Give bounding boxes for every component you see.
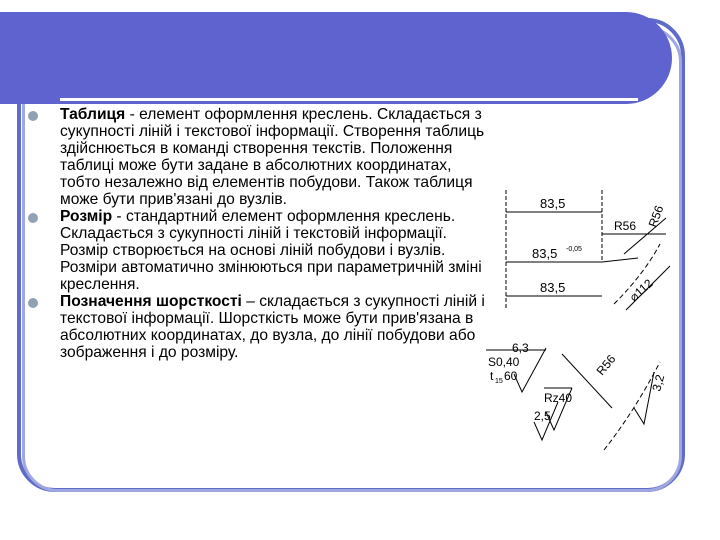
bullet-dot-icon <box>28 213 38 223</box>
dimension-figure <box>484 184 672 314</box>
dim-b-tolerance: -0,05 <box>566 246 582 253</box>
roughness-radius: R56 <box>593 352 619 378</box>
dim-b: 83,5 <box>532 246 558 261</box>
roughness-pct: 60 <box>504 369 518 383</box>
roughness-base: t <box>490 369 494 383</box>
diameter: ⌀112 <box>626 276 656 305</box>
bullet-term: Таблиця <box>60 106 126 123</box>
bullet-list <box>26 106 486 361</box>
roughness-value-32: 3,2 <box>649 373 668 393</box>
bullet-item <box>26 208 486 293</box>
roughness-top: 6,3 <box>512 341 529 355</box>
roughness-rz: Rz40 <box>544 391 573 405</box>
bullet-term: Позначення шорсткості <box>60 293 242 310</box>
roughness-figure <box>484 332 672 458</box>
bullet-dot-icon <box>28 298 38 308</box>
bullet-dot-icon <box>28 111 38 121</box>
bullet-text: - стандартний елемент оформлення креслень. Складається з сукупності ліній і текстовій інформації. Розмір створюється на основі ліній побудови і вузлів. Розміри автоматично змінюються при параметричній зміні креслення. <box>60 208 482 293</box>
bullet-text: - елемент оформлення креслень. Складається з сукупності ліній і текстової інформації. Створення таблиць здійснюється в команді створення текстів. Положення таблиці може бути задане в абсолютних координатах, тобто незалежно від елементів побудови. Також таблиця може бути прив'язані до вузлів. <box>60 106 485 208</box>
roughness-ra: 2,5 <box>534 409 551 423</box>
bullet-item <box>26 293 486 361</box>
roughness-sub: 15 <box>495 378 503 385</box>
roughness-mid: S0,40 <box>488 355 520 369</box>
dim-a: 83,5 <box>540 196 566 211</box>
title-bar <box>0 12 672 104</box>
bullet-item <box>26 106 486 208</box>
title-underline <box>60 98 638 101</box>
bullet-term: Розмір <box>60 208 113 225</box>
dim-c: 83,5 <box>540 280 566 295</box>
radius-a: R56 <box>614 219 637 233</box>
radius-b: R56 <box>645 203 667 230</box>
bullet-text: – складається з сукупності ліній і текстової інформації. Шорсткість може бути прив'язана в абсолютних координатах, до вузла, до лінії побудови або зображення і до розміру. <box>60 293 485 361</box>
